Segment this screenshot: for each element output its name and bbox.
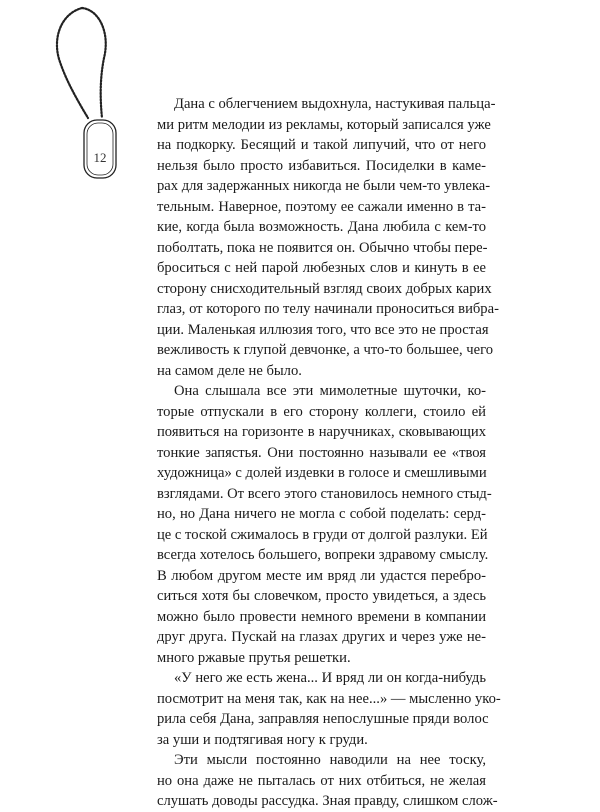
text-line: «У него же есть жена... И вряд ли он когда-нибудь — [174, 670, 486, 686]
paragraph — [140, 750, 498, 812]
text-line: но она даже не пыталась от них отбиться, не желая — [157, 772, 486, 789]
text-line: художница» с долей издевки в голосе и смешливыми — [157, 465, 487, 481]
text-line: сторону снисходительный взгляд своих добрых карих — [157, 280, 492, 297]
text-line: тонкие запястья. Они постоянно называли ее «твоя — [157, 444, 486, 461]
text-line: ции. Маленькая иллюзия того, что все это не простая — [157, 321, 489, 338]
paragraph — [140, 668, 501, 750]
text-line: рила себя Дана, заправляя непослушные пряди волос — [157, 711, 489, 727]
text-line: броситься с ней парой любезных слов и кинуть в ее — [157, 260, 486, 276]
text-line: друг друга. Пускай на глазах других и через уже не- — [157, 629, 486, 645]
text-line: вежливость к глупой девчонке, а что-то большее, чего — [157, 342, 494, 358]
paragraph — [140, 94, 499, 381]
text-line: тельным. Наверное, поэтому ее сажали именно в та- — [157, 198, 486, 215]
text-line: кие, когда была возможность. Дана любила с кем-то — [157, 219, 486, 235]
text-line: Она слышала все эти мимолетные шуточки, ко- — [174, 383, 486, 399]
text-line: на подкорку. Бесящий и такой липучий, что от него — [157, 137, 486, 153]
text-line: Эти мысли постоянно наводили на нее тоску, — [174, 752, 486, 768]
text-line: Дана с облегчением выдохнула, настукивая пальца- — [174, 96, 496, 112]
text-line: це с тоской сжималось в груди от долгой разлуки. Ей — [157, 526, 488, 543]
text-line: можно было провести немного времени в компании — [157, 608, 486, 625]
text-line: много ржавые прутья решетки. — [157, 649, 351, 666]
text-line: на самом деле не было. — [157, 362, 302, 379]
text-line: рах для задержанных никогда не были чем-то увлека- — [157, 178, 491, 194]
text-line: но, но Дана ничего не могла с собой поделать: серд- — [157, 506, 486, 522]
text-line: глаз, от которого по телу начинали проноситься вибра- — [157, 301, 499, 317]
page-number: 12 — [93, 150, 107, 165]
text-line: поболтать, пока не появится он. Обычно чтобы пере- — [157, 239, 488, 256]
text-line: взглядами. От всего этого становилось немного стыд- — [157, 485, 492, 502]
text-line: за уши и подтягивая ногу к груди. — [157, 731, 368, 748]
paragraph — [140, 381, 492, 668]
text-line: всегда хотелось большего, вопреки здравому смыслу. — [157, 547, 489, 563]
text-line: нельзя было просто избавиться. Посиделки в каме- — [157, 157, 486, 174]
dog-tag-necklace-illustration — [0, 0, 140, 200]
text-line: посмотрит на меня так, как на нее...» — мысленно уко- — [157, 690, 501, 707]
text-line: слушать доводы рассудка. Зная правду, слишком слож- — [157, 793, 498, 809]
text-line: появиться на горизонте в наручниках, сковывающих — [157, 424, 486, 440]
body-text — [140, 94, 501, 812]
text-line: торые отпускали в его сторону коллеги, стоило ей — [157, 403, 486, 420]
text-line: ми ритм мелодии из рекламы, который записался уже — [157, 116, 491, 133]
text-line: В любом другом месте им вряд ли удастся перебро- — [157, 567, 486, 584]
text-line: ситься хотя бы словечком, просто увидеться, а здесь — [157, 588, 486, 604]
